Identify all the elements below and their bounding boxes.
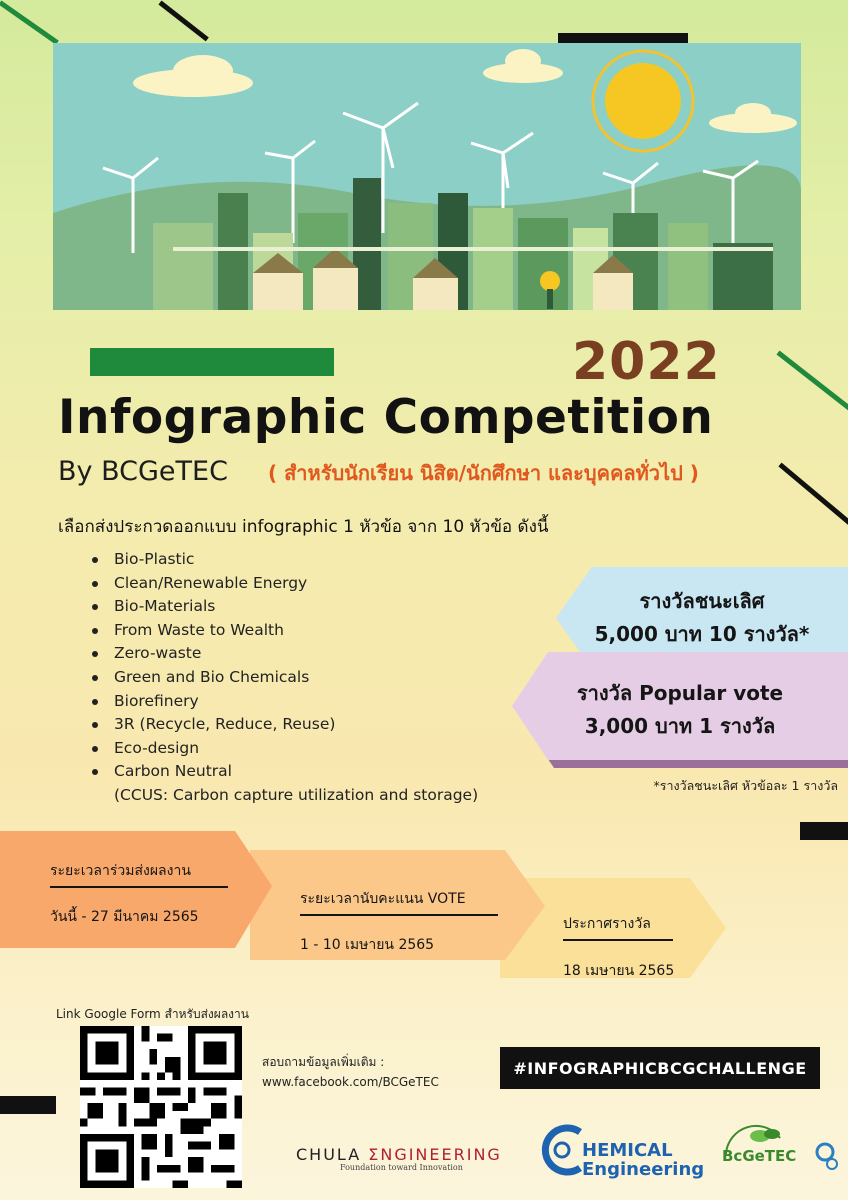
timeline-heading-3: ประกาศรางวัล: [563, 916, 651, 932]
topic-list: [92, 548, 478, 807]
contact-label: สอบถามข้อมูลเพิ่มเติม :: [262, 1055, 385, 1069]
timeline-date-1: วันนี้ - 27 มีนาคม 2565: [50, 909, 199, 925]
qr-code[interactable]: [80, 1026, 242, 1188]
prize-popular-card: [512, 652, 848, 768]
list-item: Eco-design: [92, 737, 478, 761]
list-item: Bio-Materials: [92, 595, 478, 619]
hashtag-banner: #INFOGRAPHICBCGCHALLENGE: [500, 1047, 820, 1089]
timeline-rule-3: [563, 939, 673, 941]
contact-info: [262, 1052, 439, 1092]
page-title: Infographic Competition: [58, 390, 714, 445]
deco-line-topleft-black: [158, 1, 208, 42]
year-heading: 2022: [572, 332, 721, 392]
intro-text: เลือกส่งประกวดออกแบบ infographic 1 หัวข้อ จาก 10 หัวข้อ ดังนี้: [58, 517, 549, 537]
timeline-date-2: 1 - 10 เมษายน 2565: [300, 937, 435, 953]
chula-logo-tagline: Foundation toward Innovation: [340, 1163, 463, 1172]
chula-logo-text: CHULA: [296, 1145, 369, 1164]
hero-city-illustration: [53, 43, 801, 310]
list-item-label: Carbon Neutral: [114, 762, 232, 781]
list-item: From Waste to Wealth: [92, 619, 478, 643]
deco-bar-left-black: [0, 1096, 56, 1114]
prize-winner-line2: 5,000 บาท 10 รางวัล*: [594, 622, 810, 646]
deco-bar-green: [90, 348, 334, 376]
list-item-subtext: (CCUS: Carbon capture utilization and storage): [114, 785, 479, 804]
deco-line-right-black: [778, 463, 848, 531]
deco-line-right-green: [776, 351, 848, 417]
list-item: Green and Bio Chemicals: [92, 666, 478, 690]
timeline-heading-1: ระยะเวลาร่วมส่งผลงาน: [50, 863, 191, 879]
list-item: [92, 760, 478, 807]
deco-line-topleft: [0, 0, 59, 44]
list-item: 3R (Recycle, Reduce, Reuse): [92, 713, 478, 737]
bcgetec-logo-text: BcGeTEC: [722, 1147, 797, 1165]
prize-popular-line1: รางวัล Popular vote: [576, 681, 784, 705]
chemical-engineering-gear-icon: [540, 1122, 584, 1178]
prize-winner-line1: รางวัลชนะเลิศ: [639, 589, 765, 613]
qr-label: Link Google Form สำหรับส่งผลงาน: [56, 1007, 249, 1021]
qr-code-graphic: [80, 1026, 242, 1188]
timeline-heading-2: ระยะเวลานับคะแนน VOTE: [300, 891, 466, 907]
timeline-arrow-1: [0, 831, 272, 948]
chemical-logo-line1: HEMICAL: [582, 1140, 673, 1161]
timeline-rule-2: [300, 914, 498, 916]
timeline-rule-1: [50, 886, 228, 888]
list-item: Bio-Plastic: [92, 548, 478, 572]
audience-note: ( สำหรับนักเรียน นิสิต/นักศึกษา และบุคคลทั่วไป ): [268, 461, 699, 485]
prize-footnote: *รางวัลชนะเลิศ หัวข้อละ 1 รางวัล: [653, 778, 838, 793]
contact-facebook-link[interactable]: www.facebook.com/BCGeTEC: [262, 1075, 439, 1089]
list-item: Zero-waste: [92, 642, 478, 666]
byline: By BCGeTEC: [58, 456, 228, 487]
chula-logo-engineering: ΣNGINEERING: [368, 1145, 502, 1164]
list-item: Clean/Renewable Energy: [92, 572, 478, 596]
list-item: Biorefinery: [92, 690, 478, 714]
chemical-logo-line2: Engineering: [582, 1159, 705, 1180]
chula-engineering-logo: [296, 1145, 502, 1164]
timeline-date-3: 18 เมษายน 2565: [563, 963, 675, 979]
prize-popular-line2: 3,000 บาท 1 รางวัล: [584, 714, 776, 738]
